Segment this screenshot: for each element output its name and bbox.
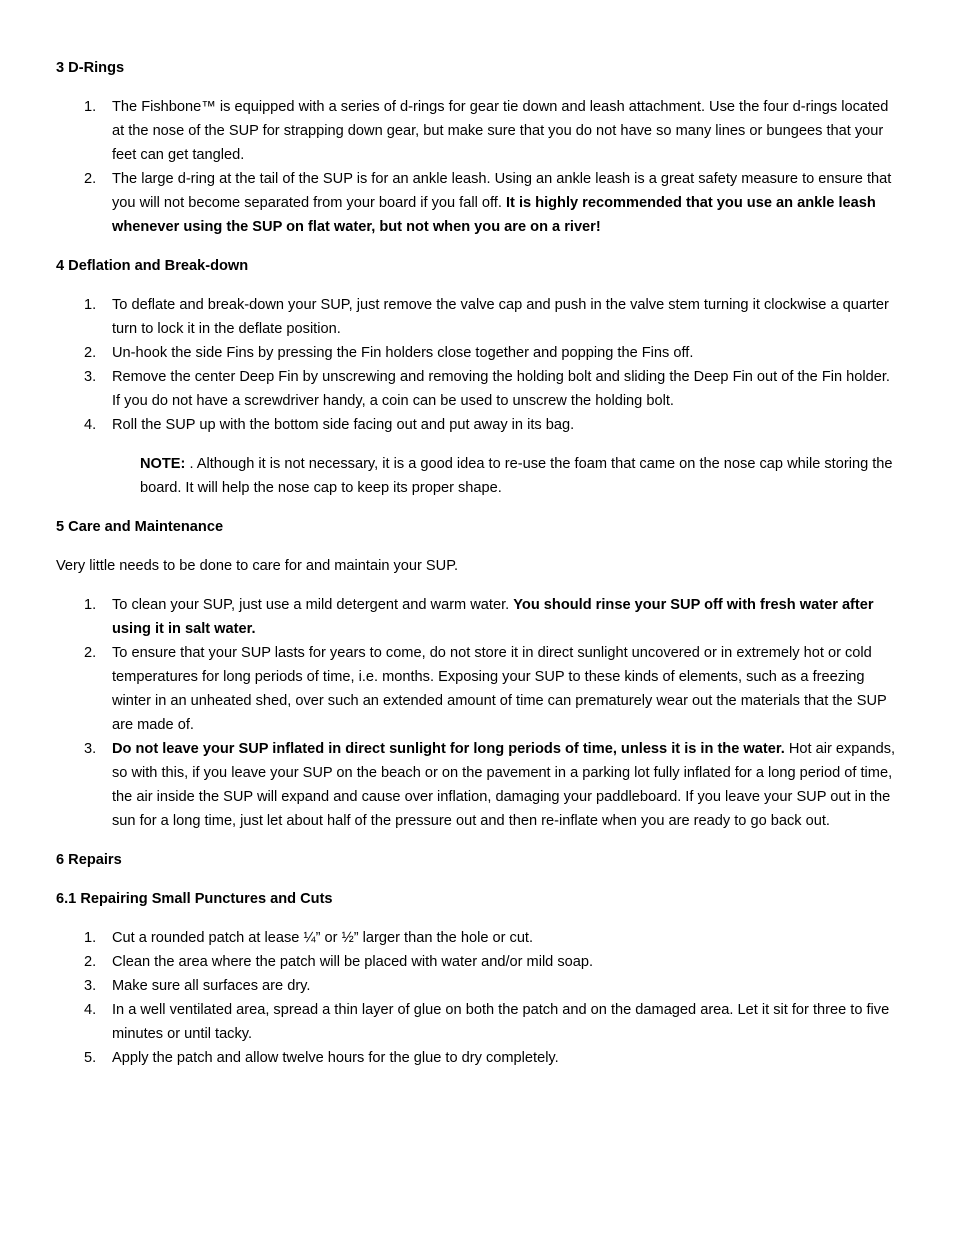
section-heading-deflation: 4 Deflation and Break-down [56, 258, 249, 274]
list-item-text: Roll the SUP up with the bottom side facing out and put away in its bag. [112, 417, 575, 433]
list-item [56, 95, 898, 167]
deflation-note [140, 452, 898, 500]
section-heading-punctures: 6.1 Repairing Small Punctures and Cuts [56, 891, 333, 907]
list-item-text: To deflate and break-down your SUP, just remove the valve cap and push in the valve stem turning it clockwise a quarter turn to lock it in the deflate position. [112, 297, 889, 337]
list-item-text: Make sure all surfaces are dry. [112, 978, 311, 994]
deflation-list [56, 293, 898, 437]
note-label: NOTE: [140, 456, 186, 472]
list-item-text: To clean your SUP, just use a mild detergent and warm water. [112, 597, 514, 613]
list-item [56, 413, 898, 437]
list-item [56, 1046, 898, 1070]
list-item [56, 293, 898, 341]
list-number: 1. [84, 99, 97, 115]
list-item [56, 167, 898, 239]
list-item-text: Apply the patch and allow twelve hours for the glue to dry completely. [112, 1050, 559, 1066]
section-heading-care: 5 Care and Maintenance [56, 519, 224, 535]
list-number: 5. [84, 1050, 97, 1066]
list-number: 1. [84, 597, 97, 613]
list-item-text: Hot air expands, so with this, if you leave your SUP on the beach or on the pavement in a parking lot fully inflated for a long period of time, the air inside the SUP will expand and cause over inflation, damaging your paddleboard. If you leave your SUP out in the sun for a long time, just let about half of the pressure out and then re-inflate when you are ready to go back out. [112, 741, 896, 829]
list-item-emphasis: Do not leave your SUP inflated in direct sunlight for long periods of time, unless it is in the water. [112, 741, 785, 757]
list-number: 2. [84, 171, 97, 187]
note-text: . Although it is not necessary, it is a good idea to re-use the foam that came on the nose cap while storing the board. It will help the nose cap to keep its proper shape. [140, 456, 893, 496]
list-number: 4. [84, 1002, 97, 1018]
list-item-text: In a well ventilated area, spread a thin layer of glue on both the patch and on the damaged area. Let it sit for three to five minutes or until tacky. [112, 1002, 890, 1042]
list-item-text: To ensure that your SUP lasts for years to come, do not store it in direct sunlight uncovered or in extremely hot or cold temperatures for long periods of time, i.e. months. Exposing your SUP to these kinds of elements, such as a freezing winter in an unheated shed, over such an extended amount of time can prematurely wear out the materials that the SUP are made of. [112, 645, 887, 733]
list-item-text: The large d-ring at the tail of the SUP is for an ankle leash. Using an ankle leash is a great safety measure to ensure that you will not become separated from your board if you fall off. [112, 171, 892, 211]
list-item-text: Remove the center Deep Fin by unscrewing and removing the holding bolt and sliding the Deep Fin out of the Fin holder. If you do not have a screwdriver handy, a coin can be used to unscrew the holding bolt. [112, 369, 890, 409]
list-number: 2. [84, 645, 97, 661]
list-item-text: Clean the area where the patch will be placed with water and/or mild soap. [112, 954, 594, 970]
list-item-text: The Fishbone™ is equipped with a series of d-rings for gear tie down and leash attachment. Use the four d-rings located at the nose of the SUP for strapping down gear, but make sure that you do not have so many lines or bungees that your feet can get tangled. [112, 99, 889, 163]
care-intro: Very little needs to be done to care for and maintain your SUP. [56, 558, 459, 574]
section-heading-d-rings: 3 D-Rings [56, 60, 125, 76]
list-item [56, 737, 898, 833]
list-item [56, 974, 898, 998]
list-item [56, 593, 898, 641]
list-item-text: Un-hook the side Fins by pressing the Fin holders close together and popping the Fins off. [112, 345, 694, 361]
d-rings-list [56, 95, 898, 239]
list-number: 4. [84, 417, 97, 433]
list-item [56, 341, 898, 365]
list-number: 1. [84, 297, 97, 313]
list-item-emphasis: You should rinse your SUP off with fresh water after using it in salt water. [112, 597, 874, 637]
list-number: 3. [84, 978, 97, 994]
list-item [56, 950, 898, 974]
list-item-emphasis: It is highly recommended that you use an ankle leash whenever using the SUP on flat water, but not when you are on a river! [112, 195, 876, 235]
list-number: 1. [84, 930, 97, 946]
list-item-text: Cut a rounded patch at lease ¼” or ½” larger than the hole or cut. [112, 930, 534, 946]
care-list [56, 593, 898, 833]
list-item [56, 998, 898, 1046]
list-number: 3. [84, 741, 97, 757]
list-number: 3. [84, 369, 97, 385]
list-number: 2. [84, 345, 97, 361]
section-heading-repairs: 6 Repairs [56, 852, 122, 868]
list-number: 2. [84, 954, 97, 970]
list-item [56, 641, 898, 737]
punctures-list [56, 926, 898, 1070]
list-item [56, 365, 898, 413]
list-item [56, 926, 898, 950]
